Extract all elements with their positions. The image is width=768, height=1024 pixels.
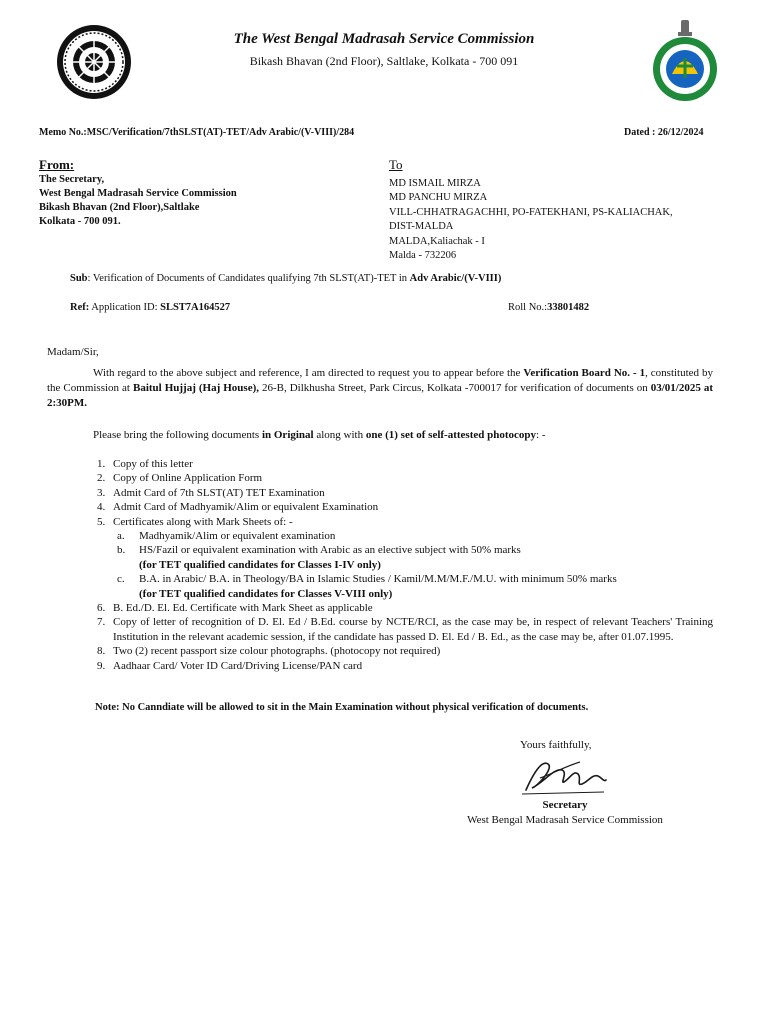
list-number: 2. [97,472,106,485]
closing-phrase: Yours faithfully, [520,739,592,751]
list-text: Aadhaar Card/ Voter ID Card/Driving License/PAN card [113,659,363,672]
p2-text: : - [536,429,546,441]
subject-label: Sub [70,273,88,284]
from-line: Kolkata - 700 091. [39,216,121,227]
p1-text: 26-B, Dilkhusha Street, Park Circus, Kolkata -700017 for verification of documents on [259,382,651,394]
roll-value: 33801482 [547,302,590,313]
verification-board: Verification Board No. - 1 [523,367,646,379]
reference-text: Application ID: [89,302,161,313]
sub-list-item [97,543,713,557]
to-line: Malda - 732206 [389,250,457,262]
sub-list-item [97,572,713,586]
list-item [97,615,713,644]
signatory-title: Secretary [542,799,588,811]
list-text: Two (2) recent passport size colour photographs. (photocopy not required) [113,645,441,658]
to-heading: To [389,157,403,172]
sub-list-text: Madhyamik/Alim or equivalent examination [139,530,336,543]
list-item [97,500,713,514]
to-address [389,177,673,263]
list-number: 7. [97,616,106,629]
memo-date: Dated : 26/12/2024 [624,127,704,138]
sub-list-text: HS/Fazil or equivalent examination with Arabic as an elective subject with 50% marks [139,544,521,557]
application-id: SLST7A164527 [160,302,231,313]
to-line: MD PANCHU MIRZA [389,192,488,204]
salutation: Madam/Sir, [47,346,99,358]
p1-text: With regard to the above subject and reference, I am directed to request you to appear before the [93,367,524,379]
venue: Baitul Hujjaj (Haj House), [132,382,259,394]
list-text: Certificates along with Mark Sheets of: - [113,515,293,528]
roll-label: Roll No.: [508,302,548,313]
header-address: Bikash Bhavan (2nd Floor), Saltlake, Kolkata - 700 091 [249,54,519,68]
to-line: MD ISMAIL MIRZA [389,178,481,189]
from-line: West Bengal Madrasah Service Commission [39,188,237,199]
body-paragraph-2 [93,429,546,441]
p2-text: Please bring the following documents [93,429,262,441]
list-item [97,659,713,673]
list-item [97,515,713,529]
list-item [97,644,713,658]
qualification-note: (for TET qualified candidates for Classes I-IV only) [139,558,381,571]
list-number: 3. [97,486,106,499]
body-paragraph-1 [47,366,713,411]
p2-original: in Original [261,429,314,441]
qualification-note: (for TET qualified candidates for Classes V-VIII only) [139,587,393,600]
to-line: VILL-CHHATRAGACHHI, PO-FATEKHANI, PS-KALIACHAK, [389,206,673,218]
list-text: Copy of this letter [113,458,193,470]
sub-list-text: B.A. in Arabic/ B.A. in Theology/BA in Islamic Studies / Kamil/M.M/M.F./M.U. with minimum 50% marks [139,573,617,586]
list-item [97,601,713,615]
roll-number [508,302,589,313]
verification-datetime: 03/01/2025 at 2:30PM. [47,382,714,409]
reference-line [70,302,230,313]
list-text: Copy of Online Application Form [113,472,263,485]
memo-number: Memo No.:MSC/Verification/7thSLST(AT)-TET/Adv Arabic/(V-VIII)/284 [39,127,355,138]
list-text: B. Ed./D. El. Ed. Certificate with Mark Sheet as applicable [113,602,373,615]
examination-note: Note: No Canndiate will be allowed to sit in the Main Examination without physical verification of documents. [95,702,589,713]
list-item [97,471,713,485]
p2-text: along with [313,429,366,441]
list-number: 6. [97,602,106,615]
subject-name: Adv Arabic/(V-VIII) [409,273,502,284]
emblem-seal-icon [56,24,132,100]
p2-copy: one (1) set of self-attested photocopy [365,429,537,441]
list-number: 5. [97,515,106,528]
from-heading: From: [39,157,75,172]
subject-text: : Verification of Documents of Candidates qualifying 7th SLST(AT)-TET in [87,273,410,284]
from-line: The Secretary, [39,174,105,185]
p1-text: , constituted by the Commission at [47,367,713,394]
from-address [39,173,237,229]
list-item [97,457,713,471]
list-number: 9. [97,659,106,672]
subject-line [70,273,501,284]
signature-icon [518,752,608,798]
list-number: 8. [97,645,106,658]
reference-label: Ref: [70,302,90,313]
from-line: Bikash Bhavan (2nd Floor),Saltlake [39,202,200,213]
documents-list [97,457,713,673]
sub-list-item [97,529,713,543]
sub-list-letter: b. [117,544,126,557]
list-number: 4. [97,501,106,514]
signatory-organization: West Bengal Madrasah Service Commission [467,814,663,826]
sub-list-letter: a. [117,530,125,543]
to-line: MALDA,Kaliachak - I [389,235,485,247]
list-number: 1. [97,458,106,470]
list-item [97,486,713,500]
list-text: Admit Card of 7th SLST(AT) TET Examination [113,486,325,499]
list-text: Copy of letter of recognition of D. El. Ed / B.Ed. course by NCTE/RCI, as the case may be, in respect of relevant Teachers' Training Institution in the relevant academic session, if the candidate has passed D. El. Ed / B. Ed., as the case may be, after 01.07.1995. [113,616,713,643]
sub-list-letter: c. [117,573,125,586]
list-text: Admit Card of Madhyamik/Alim or equivalent Examination [113,501,379,514]
to-line: DIST-MALDA [389,221,454,233]
wbmsc-logo-icon [650,18,720,102]
header-title: The West Bengal Madrasah Service Commission [233,31,535,47]
